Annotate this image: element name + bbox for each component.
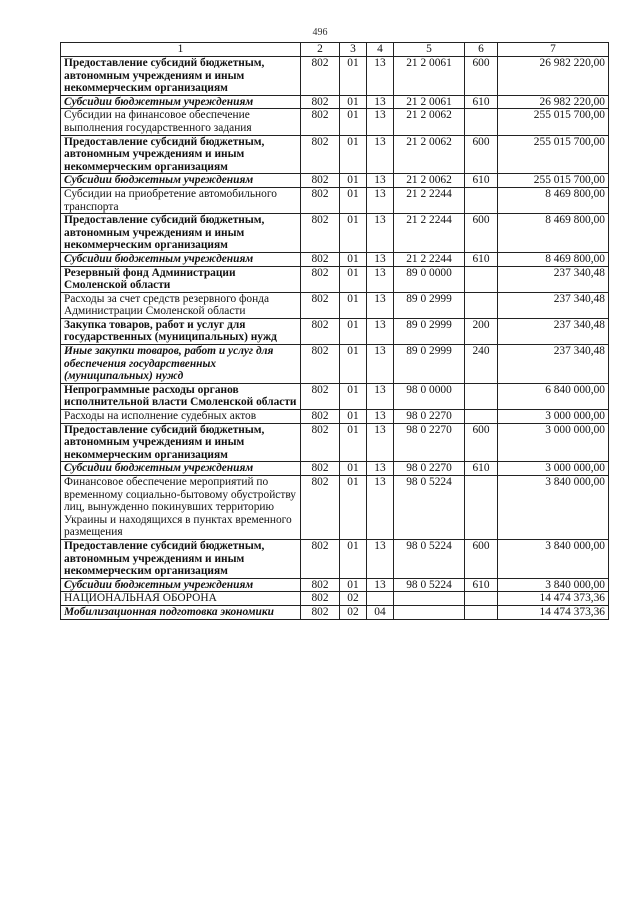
subsection-code-cell: 13 [367, 410, 394, 424]
table-row [61, 423, 609, 462]
subsection-code-cell: 13 [367, 383, 394, 409]
target-article-code-cell: 21 2 0062 [394, 174, 465, 188]
item-name-cell: Иные закупки товаров, работ и услуг для обеспечения государственных (муниципальных) нужд [61, 345, 301, 384]
subsection-code-cell: 13 [367, 214, 394, 253]
ministry-code-cell: 802 [301, 605, 340, 619]
subsection-code-cell: 13 [367, 187, 394, 213]
ministry-code-cell: 802 [301, 57, 340, 96]
amount-cell: 14 474 373,36 [498, 605, 609, 619]
item-name-cell: Предоставление субсидий бюджетным, автономным учреждениям и иным некоммерческим организациям [61, 423, 301, 462]
item-name-cell: Предоставление субсидий бюджетным, автономным учреждениям и иным некоммерческим организациям [61, 539, 301, 578]
amount-cell: 6 840 000,00 [498, 383, 609, 409]
amount-cell: 3 000 000,00 [498, 410, 609, 424]
subsection-code-cell: 13 [367, 578, 394, 592]
expense-type-code-cell: 610 [465, 252, 498, 266]
table-row [61, 109, 609, 135]
amount-cell: 255 015 700,00 [498, 109, 609, 135]
target-article-code-cell: 98 0 2270 [394, 410, 465, 424]
ministry-code-cell: 802 [301, 318, 340, 344]
section-code-cell: 01 [340, 578, 367, 592]
amount-cell: 255 015 700,00 [498, 174, 609, 188]
section-code-cell: 01 [340, 292, 367, 318]
amount-cell: 26 982 220,00 [498, 57, 609, 96]
section-code-cell: 01 [340, 252, 367, 266]
amount-cell: 14 474 373,36 [498, 592, 609, 606]
budget-table [60, 42, 609, 620]
page-number: 496 [312, 27, 328, 38]
expense-type-code-cell: 600 [465, 539, 498, 578]
table-row [61, 592, 609, 606]
ministry-code-cell: 802 [301, 292, 340, 318]
column-header: 7 [498, 43, 609, 57]
section-code-cell: 01 [340, 57, 367, 96]
item-name-cell: Предоставление субсидий бюджетным, автономным учреждениям и иным некоммерческим организациям [61, 214, 301, 253]
expense-type-code-cell [465, 383, 498, 409]
table-row [61, 95, 609, 109]
target-article-code-cell: 98 0 5224 [394, 539, 465, 578]
table-row [61, 462, 609, 476]
section-code-cell: 01 [340, 135, 367, 174]
expense-type-code-cell: 600 [465, 423, 498, 462]
item-name-cell: Закупка товаров, работ и услуг для государственных (муниципальных) нужд [61, 318, 301, 344]
table-row [61, 410, 609, 424]
expense-type-code-cell: 610 [465, 462, 498, 476]
table-row [61, 605, 609, 619]
item-name-cell: Расходы за счет средств резервного фонда Администрации Смоленской области [61, 292, 301, 318]
ministry-code-cell: 802 [301, 95, 340, 109]
section-code-cell: 01 [340, 462, 367, 476]
ministry-code-cell: 802 [301, 410, 340, 424]
subsection-code-cell: 04 [367, 605, 394, 619]
table-row [61, 539, 609, 578]
section-code-cell: 01 [340, 476, 367, 540]
subsection-code-cell: 13 [367, 462, 394, 476]
column-header: 5 [394, 43, 465, 57]
table-row [61, 57, 609, 96]
item-name-cell: НАЦИОНАЛЬНАЯ ОБОРОНА [61, 592, 301, 606]
ministry-code-cell: 802 [301, 578, 340, 592]
expense-type-code-cell: 600 [465, 135, 498, 174]
expense-type-code-cell [465, 109, 498, 135]
ministry-code-cell: 802 [301, 592, 340, 606]
ministry-code-cell: 802 [301, 476, 340, 540]
column-header: 3 [340, 43, 367, 57]
item-name-cell: Резервный фонд Администрации Смоленской области [61, 266, 301, 292]
item-name-cell: Субсидии бюджетным учреждениям [61, 252, 301, 266]
table-row [61, 187, 609, 213]
section-code-cell: 02 [340, 605, 367, 619]
amount-cell: 8 469 800,00 [498, 214, 609, 253]
target-article-code-cell: 89 0 2999 [394, 292, 465, 318]
table-row [61, 318, 609, 344]
item-name-cell: Субсидии на приобретение автомобильного транспорта [61, 187, 301, 213]
item-name-cell: Субсидии бюджетным учреждениям [61, 578, 301, 592]
ministry-code-cell: 802 [301, 345, 340, 384]
amount-cell: 237 340,48 [498, 292, 609, 318]
expense-type-code-cell: 200 [465, 318, 498, 344]
item-name-cell: Субсидии бюджетным учреждениям [61, 95, 301, 109]
expense-type-code-cell [465, 605, 498, 619]
subsection-code-cell: 13 [367, 57, 394, 96]
section-code-cell: 01 [340, 187, 367, 213]
item-name-cell: Расходы на исполнение судебных актов [61, 410, 301, 424]
subsection-code-cell: 13 [367, 174, 394, 188]
amount-cell: 8 469 800,00 [498, 187, 609, 213]
expense-type-code-cell [465, 187, 498, 213]
subsection-code-cell: 13 [367, 318, 394, 344]
section-code-cell: 02 [340, 592, 367, 606]
column-header: 1 [61, 43, 301, 57]
section-code-cell: 01 [340, 383, 367, 409]
target-article-code-cell: 98 0 0000 [394, 383, 465, 409]
table-row [61, 578, 609, 592]
subsection-code-cell: 13 [367, 476, 394, 540]
amount-cell: 26 982 220,00 [498, 95, 609, 109]
subsection-code-cell [367, 592, 394, 606]
target-article-code-cell [394, 592, 465, 606]
amount-cell: 255 015 700,00 [498, 135, 609, 174]
target-article-code-cell: 89 0 2999 [394, 345, 465, 384]
subsection-code-cell: 13 [367, 135, 394, 174]
table-row [61, 252, 609, 266]
item-name-cell: Субсидии на финансовое обеспечение выполнения государственного задания [61, 109, 301, 135]
amount-cell: 237 340,48 [498, 318, 609, 344]
ministry-code-cell: 802 [301, 423, 340, 462]
subsection-code-cell: 13 [367, 266, 394, 292]
table-row [61, 135, 609, 174]
subsection-code-cell: 13 [367, 539, 394, 578]
item-name-cell: Субсидии бюджетным учреждениям [61, 462, 301, 476]
table-row [61, 292, 609, 318]
section-code-cell: 01 [340, 318, 367, 344]
target-article-code-cell: 21 2 0061 [394, 95, 465, 109]
amount-cell: 8 469 800,00 [498, 252, 609, 266]
expense-type-code-cell [465, 592, 498, 606]
ministry-code-cell: 802 [301, 462, 340, 476]
target-article-code-cell: 21 2 0061 [394, 57, 465, 96]
target-article-code-cell: 21 2 2244 [394, 214, 465, 253]
table-row [61, 174, 609, 188]
ministry-code-cell: 802 [301, 539, 340, 578]
amount-cell: 3 840 000,00 [498, 539, 609, 578]
table-row [61, 345, 609, 384]
amount-cell: 3 840 000,00 [498, 578, 609, 592]
item-name-cell: Непрограммные расходы органов исполнительной власти Смоленской области [61, 383, 301, 409]
item-name-cell: Предоставление субсидий бюджетным, автономным учреждениям и иным некоммерческим организациям [61, 135, 301, 174]
target-article-code-cell: 98 0 2270 [394, 462, 465, 476]
amount-cell: 237 340,48 [498, 345, 609, 384]
section-code-cell: 01 [340, 214, 367, 253]
subsection-code-cell: 13 [367, 109, 394, 135]
subsection-code-cell: 13 [367, 252, 394, 266]
target-article-code-cell: 21 2 0062 [394, 135, 465, 174]
expense-type-code-cell: 610 [465, 95, 498, 109]
amount-cell: 3 000 000,00 [498, 423, 609, 462]
section-code-cell: 01 [340, 345, 367, 384]
expense-type-code-cell [465, 266, 498, 292]
target-article-code-cell: 21 2 2244 [394, 252, 465, 266]
ministry-code-cell: 802 [301, 383, 340, 409]
column-header: 2 [301, 43, 340, 57]
expense-type-code-cell [465, 410, 498, 424]
column-header: 4 [367, 43, 394, 57]
item-name-cell: Предоставление субсидий бюджетным, автономным учреждениям и иным некоммерческим организациям [61, 57, 301, 96]
item-name-cell: Субсидии бюджетным учреждениям [61, 174, 301, 188]
expense-type-code-cell: 600 [465, 214, 498, 253]
table-row [61, 214, 609, 253]
section-code-cell: 01 [340, 95, 367, 109]
subsection-code-cell: 13 [367, 292, 394, 318]
ministry-code-cell: 802 [301, 174, 340, 188]
subsection-code-cell: 13 [367, 423, 394, 462]
expense-type-code-cell [465, 292, 498, 318]
item-name-cell: Финансовое обеспечение мероприятий по временному социально-бытовому обустройству лиц, вынужденно покинувших территорию Украины и находящихся в пунктах временного размещения [61, 476, 301, 540]
amount-cell: 3 840 000,00 [498, 476, 609, 540]
section-code-cell: 01 [340, 266, 367, 292]
section-code-cell: 01 [340, 109, 367, 135]
table-row [61, 383, 609, 409]
ministry-code-cell: 802 [301, 135, 340, 174]
ministry-code-cell: 802 [301, 109, 340, 135]
amount-cell: 237 340,48 [498, 266, 609, 292]
target-article-code-cell: 98 0 5224 [394, 476, 465, 540]
subsection-code-cell: 13 [367, 345, 394, 384]
table-row [61, 266, 609, 292]
table-row [61, 476, 609, 540]
ministry-code-cell: 802 [301, 266, 340, 292]
ministry-code-cell: 802 [301, 187, 340, 213]
header-row [61, 43, 609, 57]
section-code-cell: 01 [340, 410, 367, 424]
expense-type-code-cell: 610 [465, 578, 498, 592]
expense-type-code-cell: 240 [465, 345, 498, 384]
section-code-cell: 01 [340, 423, 367, 462]
target-article-code-cell: 98 0 2270 [394, 423, 465, 462]
section-code-cell: 01 [340, 174, 367, 188]
target-article-code-cell: 89 0 2999 [394, 318, 465, 344]
target-article-code-cell: 21 2 0062 [394, 109, 465, 135]
column-header: 6 [465, 43, 498, 57]
subsection-code-cell: 13 [367, 95, 394, 109]
expense-type-code-cell [465, 476, 498, 540]
target-article-code-cell: 98 0 5224 [394, 578, 465, 592]
item-name-cell: Мобилизационная подготовка экономики [61, 605, 301, 619]
section-code-cell: 01 [340, 539, 367, 578]
target-article-code-cell: 21 2 2244 [394, 187, 465, 213]
target-article-code-cell: 89 0 0000 [394, 266, 465, 292]
ministry-code-cell: 802 [301, 214, 340, 253]
target-article-code-cell [394, 605, 465, 619]
expense-type-code-cell: 610 [465, 174, 498, 188]
amount-cell: 3 000 000,00 [498, 462, 609, 476]
ministry-code-cell: 802 [301, 252, 340, 266]
expense-type-code-cell: 600 [465, 57, 498, 96]
